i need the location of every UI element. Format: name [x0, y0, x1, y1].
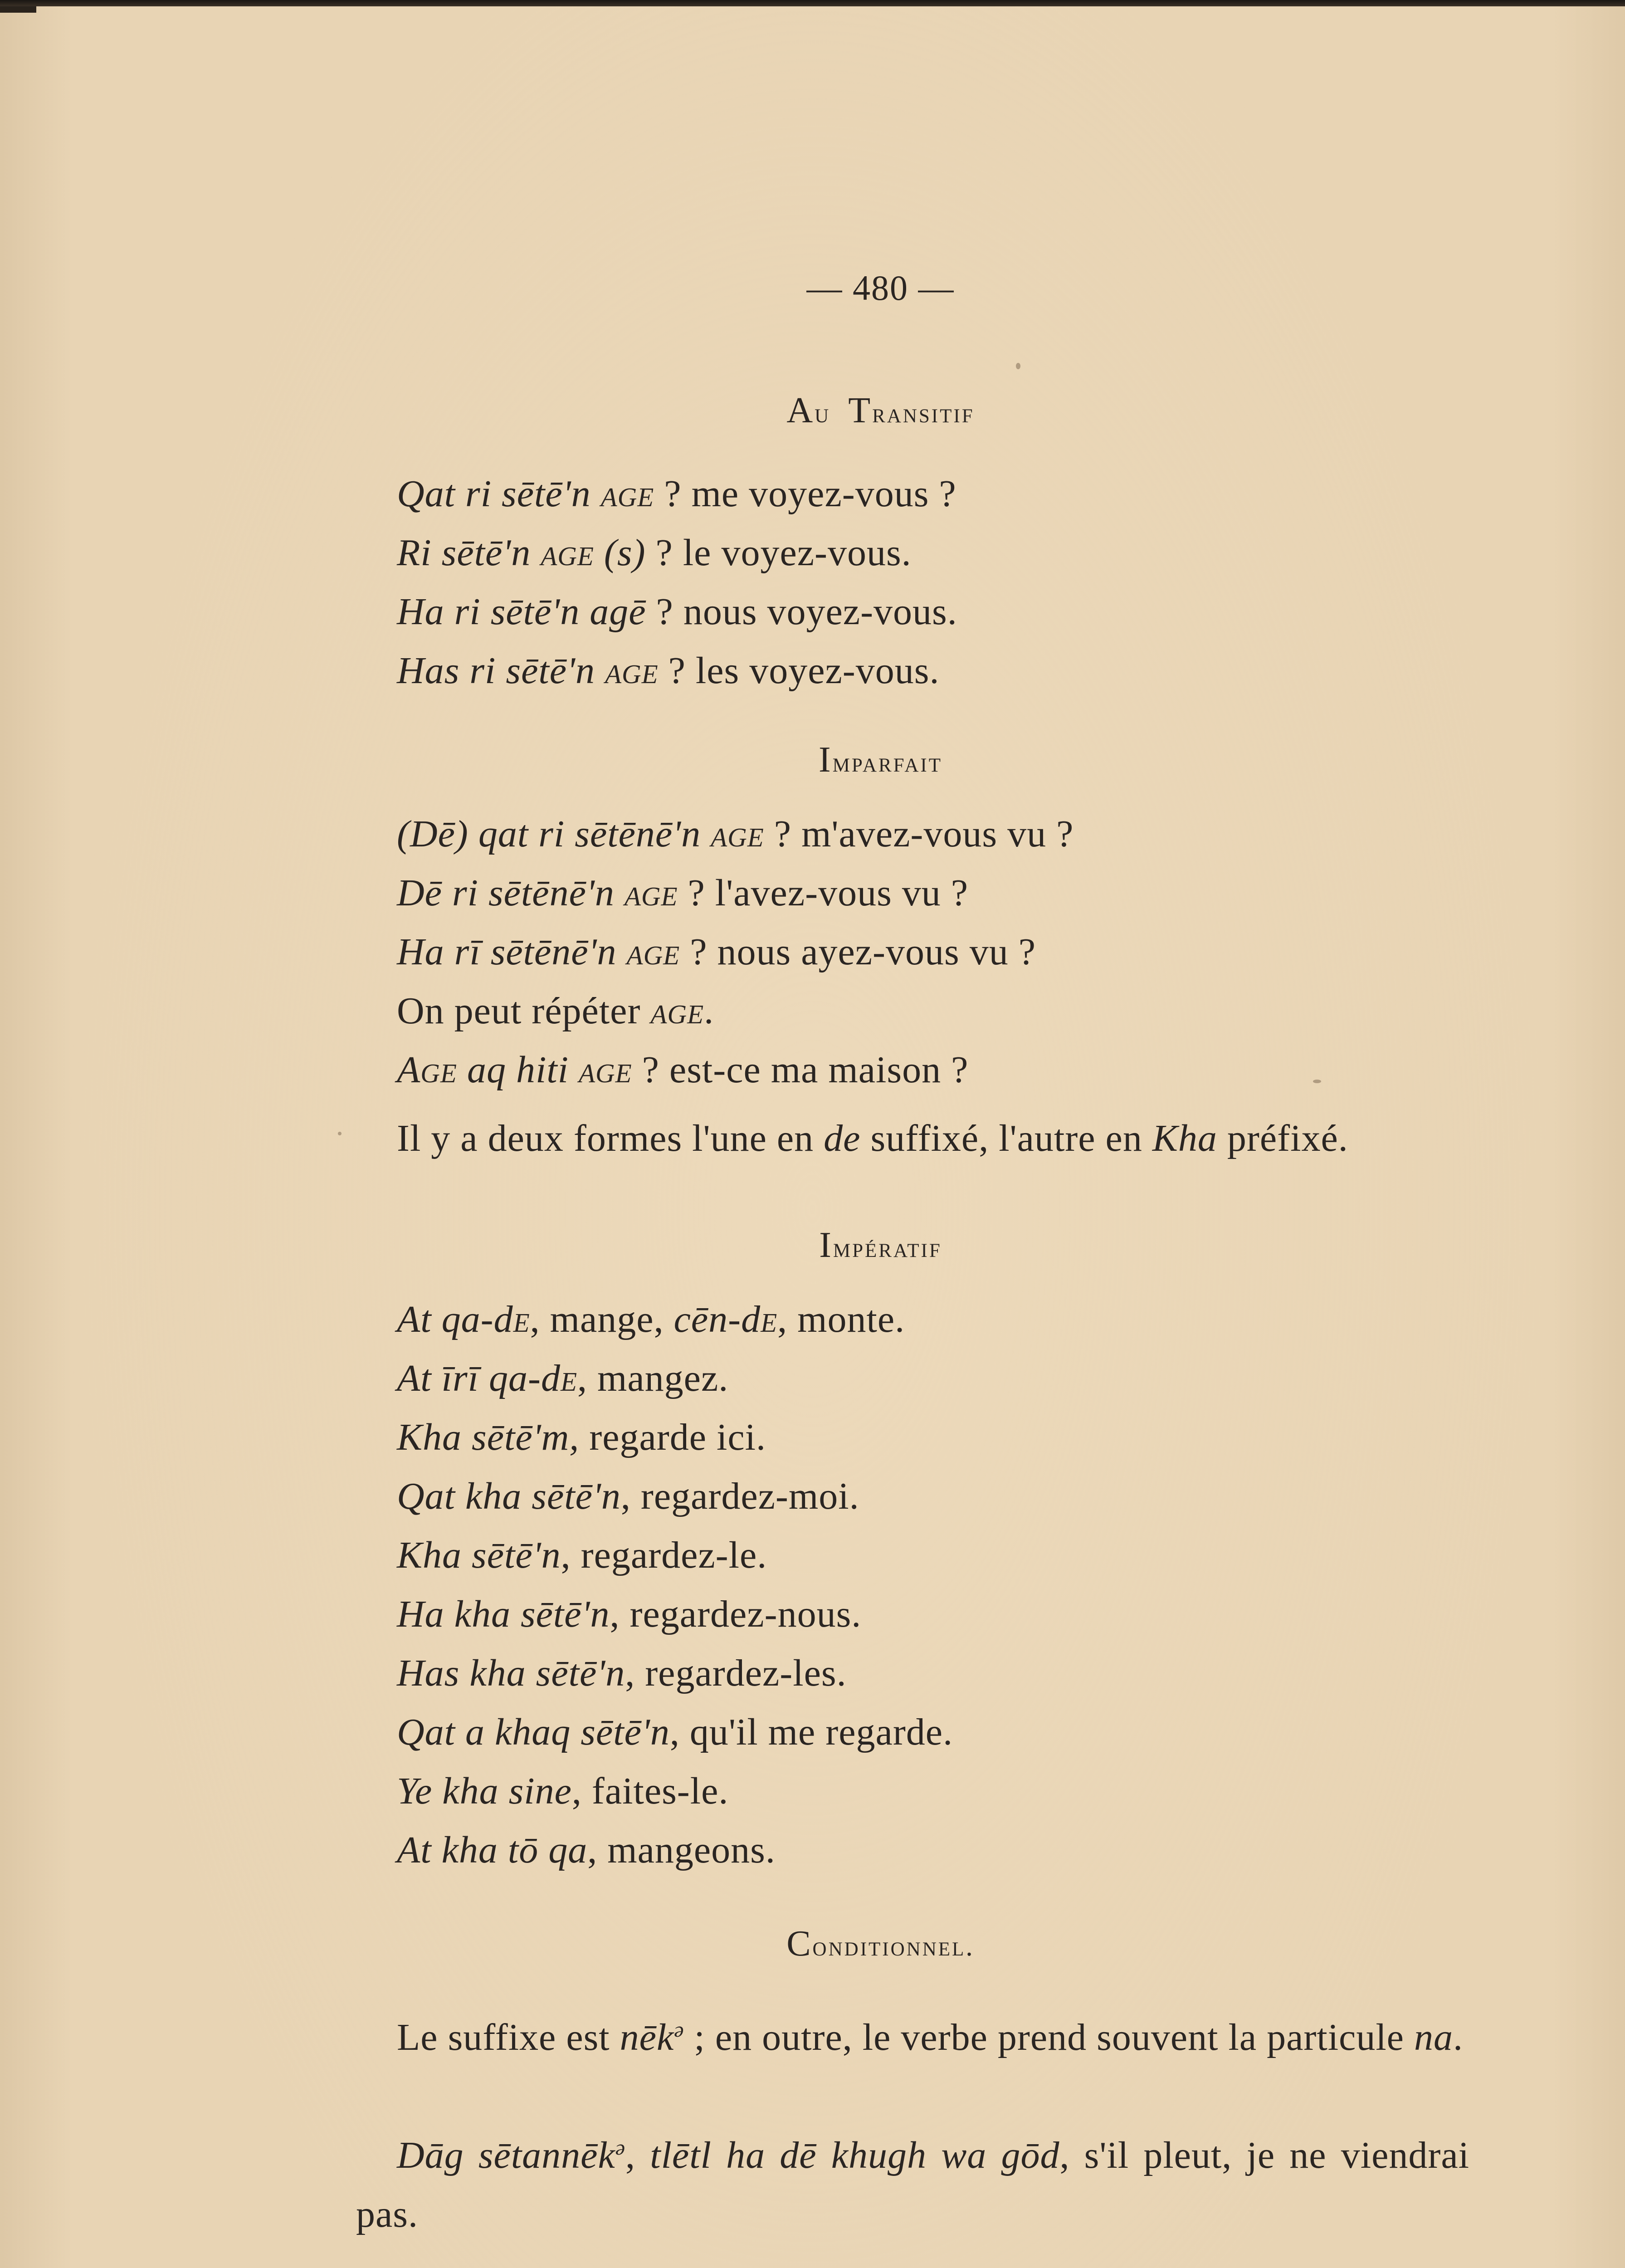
translation: , s'il pleut, je ne viendrai pas. [356, 2134, 1470, 2235]
native-phrase: Ha rī sētēnē'n [397, 931, 627, 973]
heading-initial: T [848, 391, 873, 430]
translation: regarde ici. [579, 1416, 766, 1458]
native-phrase: Has ri sētē'n [397, 650, 605, 692]
native-prefix: (Dē) [397, 813, 468, 855]
heading-text: u [815, 398, 831, 429]
translation: , mange, [530, 1298, 674, 1340]
example-line [397, 871, 968, 915]
section-heading-transitif [68, 390, 1625, 431]
native-phrase: At īrī qa-d [397, 1357, 561, 1399]
note-text: suffixé, l'autre en [860, 1117, 1152, 1159]
note-text: On peut répéter [397, 990, 651, 1032]
paper-speck [1016, 363, 1020, 369]
translation: ? me voyez-vous ? [654, 473, 956, 515]
translation: , mangeons. [587, 1829, 776, 1871]
particle: age [626, 931, 680, 973]
native-phrase: Qat ri sētē'n [397, 473, 601, 515]
native-phrase: Ha ri sētē'n agē [397, 591, 646, 633]
translation: ? nous ayez-vous vu ? [680, 931, 1036, 973]
superscript: ə [615, 2136, 626, 2160]
punctuation: . [704, 990, 714, 1032]
translation: , regardez-les. [625, 1652, 847, 1694]
example-line [397, 1356, 728, 1400]
particle: Age [397, 1049, 457, 1091]
translation: ? est-ce ma maison ? [632, 1049, 969, 1091]
heading-text: onditionnel. [812, 1931, 975, 1962]
body-text: Le suffixe est [397, 2016, 620, 2058]
translation: , regardez-nous. [610, 1593, 862, 1635]
native-term: nēk [620, 2016, 674, 2058]
example-line [397, 1474, 859, 1518]
example-line [397, 531, 912, 575]
heading-initial: I [819, 740, 833, 780]
heading-initial: I [819, 1225, 833, 1265]
note-paragraph [356, 1107, 1469, 1170]
heading-text: mpératif [833, 1232, 942, 1263]
section-heading-imperatif [68, 1225, 1625, 1266]
native-phrase: At kha tō qa [397, 1829, 588, 1871]
translation: ? l'avez-vous vu ? [678, 872, 969, 914]
translation: , faites-le. [571, 1770, 729, 1812]
example-line [397, 1415, 766, 1459]
native-term: Kha [1152, 1117, 1217, 1159]
native-phrase: tlētl ha dē khugh wa gōd [650, 2134, 1060, 2176]
native-phrase: Has kha sētē'n [397, 1652, 625, 1694]
example-line [397, 1828, 776, 1872]
native-phrase: Ha kha sētē'n [397, 1593, 610, 1635]
note-text: Il y a deux formes l'une en [397, 1117, 824, 1159]
native-suffix: (s) [594, 532, 646, 574]
native-phrase: Dāg sētannēk [397, 2134, 615, 2176]
superscript: ə [674, 2018, 684, 2042]
example-line [397, 930, 1036, 974]
particle: e [761, 1298, 778, 1340]
example-line [397, 1533, 767, 1577]
example-line [397, 1048, 968, 1092]
native-phrase: Ri sētē'n [397, 532, 541, 574]
heading-text: ransitif [872, 398, 975, 429]
conditionnel-paragraph-2 [356, 2118, 1469, 2244]
section-heading-conditionnel [68, 1923, 1625, 1965]
scan-top-edge [0, 0, 1625, 6]
example-line [397, 649, 939, 693]
particle: age [650, 990, 704, 1032]
note-line [397, 989, 714, 1033]
particle: age [605, 650, 659, 692]
particle: e [513, 1298, 530, 1340]
punctuation: . [1453, 2016, 1463, 2058]
example-line [397, 1651, 847, 1695]
heading-initial: A [786, 391, 815, 430]
translation: , qu'il me regarde. [669, 1711, 953, 1753]
native-phrase: cēn-d [673, 1298, 761, 1340]
particle: e [561, 1357, 578, 1399]
native-phrase: Kha sētē'm, [397, 1416, 580, 1458]
paper-speck [338, 1132, 342, 1135]
body-text: ; en outre, le verbe prend souvent la particule [684, 2016, 1414, 2058]
example-line [397, 1592, 861, 1636]
native-phrase: aq hiti [457, 1049, 579, 1091]
example-line [397, 590, 957, 634]
section-heading-imparfait [68, 739, 1625, 781]
native-phrase: Qat kha sētē'n [397, 1475, 621, 1517]
page-number: — 480 — [806, 268, 955, 308]
native-phrase: Dē ri sētēnē'n [397, 872, 625, 914]
particle: age [541, 532, 594, 574]
punctuation: , [625, 2134, 650, 2176]
particle: age [711, 813, 764, 855]
translation: , regardez-moi. [620, 1475, 859, 1517]
native-term: na [1414, 2016, 1453, 2058]
native-phrase: qat ri sētēnē'n [468, 813, 711, 855]
heading-text: mparfait [832, 747, 942, 778]
native-phrase: Qat a khaq sētē'n [397, 1711, 670, 1753]
translation: , monte. [777, 1298, 905, 1340]
example-line [397, 1297, 905, 1341]
native-phrase: Ye kha sine [397, 1770, 572, 1812]
translation: ? les voyez-vous. [658, 650, 940, 692]
translation: ? nous voyez-vous. [646, 591, 957, 633]
example-line [397, 1710, 953, 1754]
translation: , mangez. [577, 1357, 729, 1399]
translation: ? le voyez-vous. [645, 532, 912, 574]
native-term: de [824, 1117, 861, 1159]
example-line [397, 812, 1074, 856]
example-line [397, 1769, 728, 1813]
translation: , regardez-le. [561, 1534, 767, 1576]
particle: age [624, 872, 678, 914]
note-text: préfixé. [1217, 1117, 1348, 1159]
paper-speck [1313, 1080, 1321, 1083]
particle: age [600, 473, 654, 515]
native-phrase: Kha sētē'n [397, 1534, 561, 1576]
particle: age [578, 1049, 632, 1091]
conditionnel-paragraph-1 [356, 2000, 1469, 2067]
translation: ? m'avez-vous vu ? [764, 813, 1074, 855]
native-phrase: At qa-d [397, 1298, 513, 1340]
example-line [397, 472, 956, 516]
heading-initial: C [786, 1924, 813, 1964]
